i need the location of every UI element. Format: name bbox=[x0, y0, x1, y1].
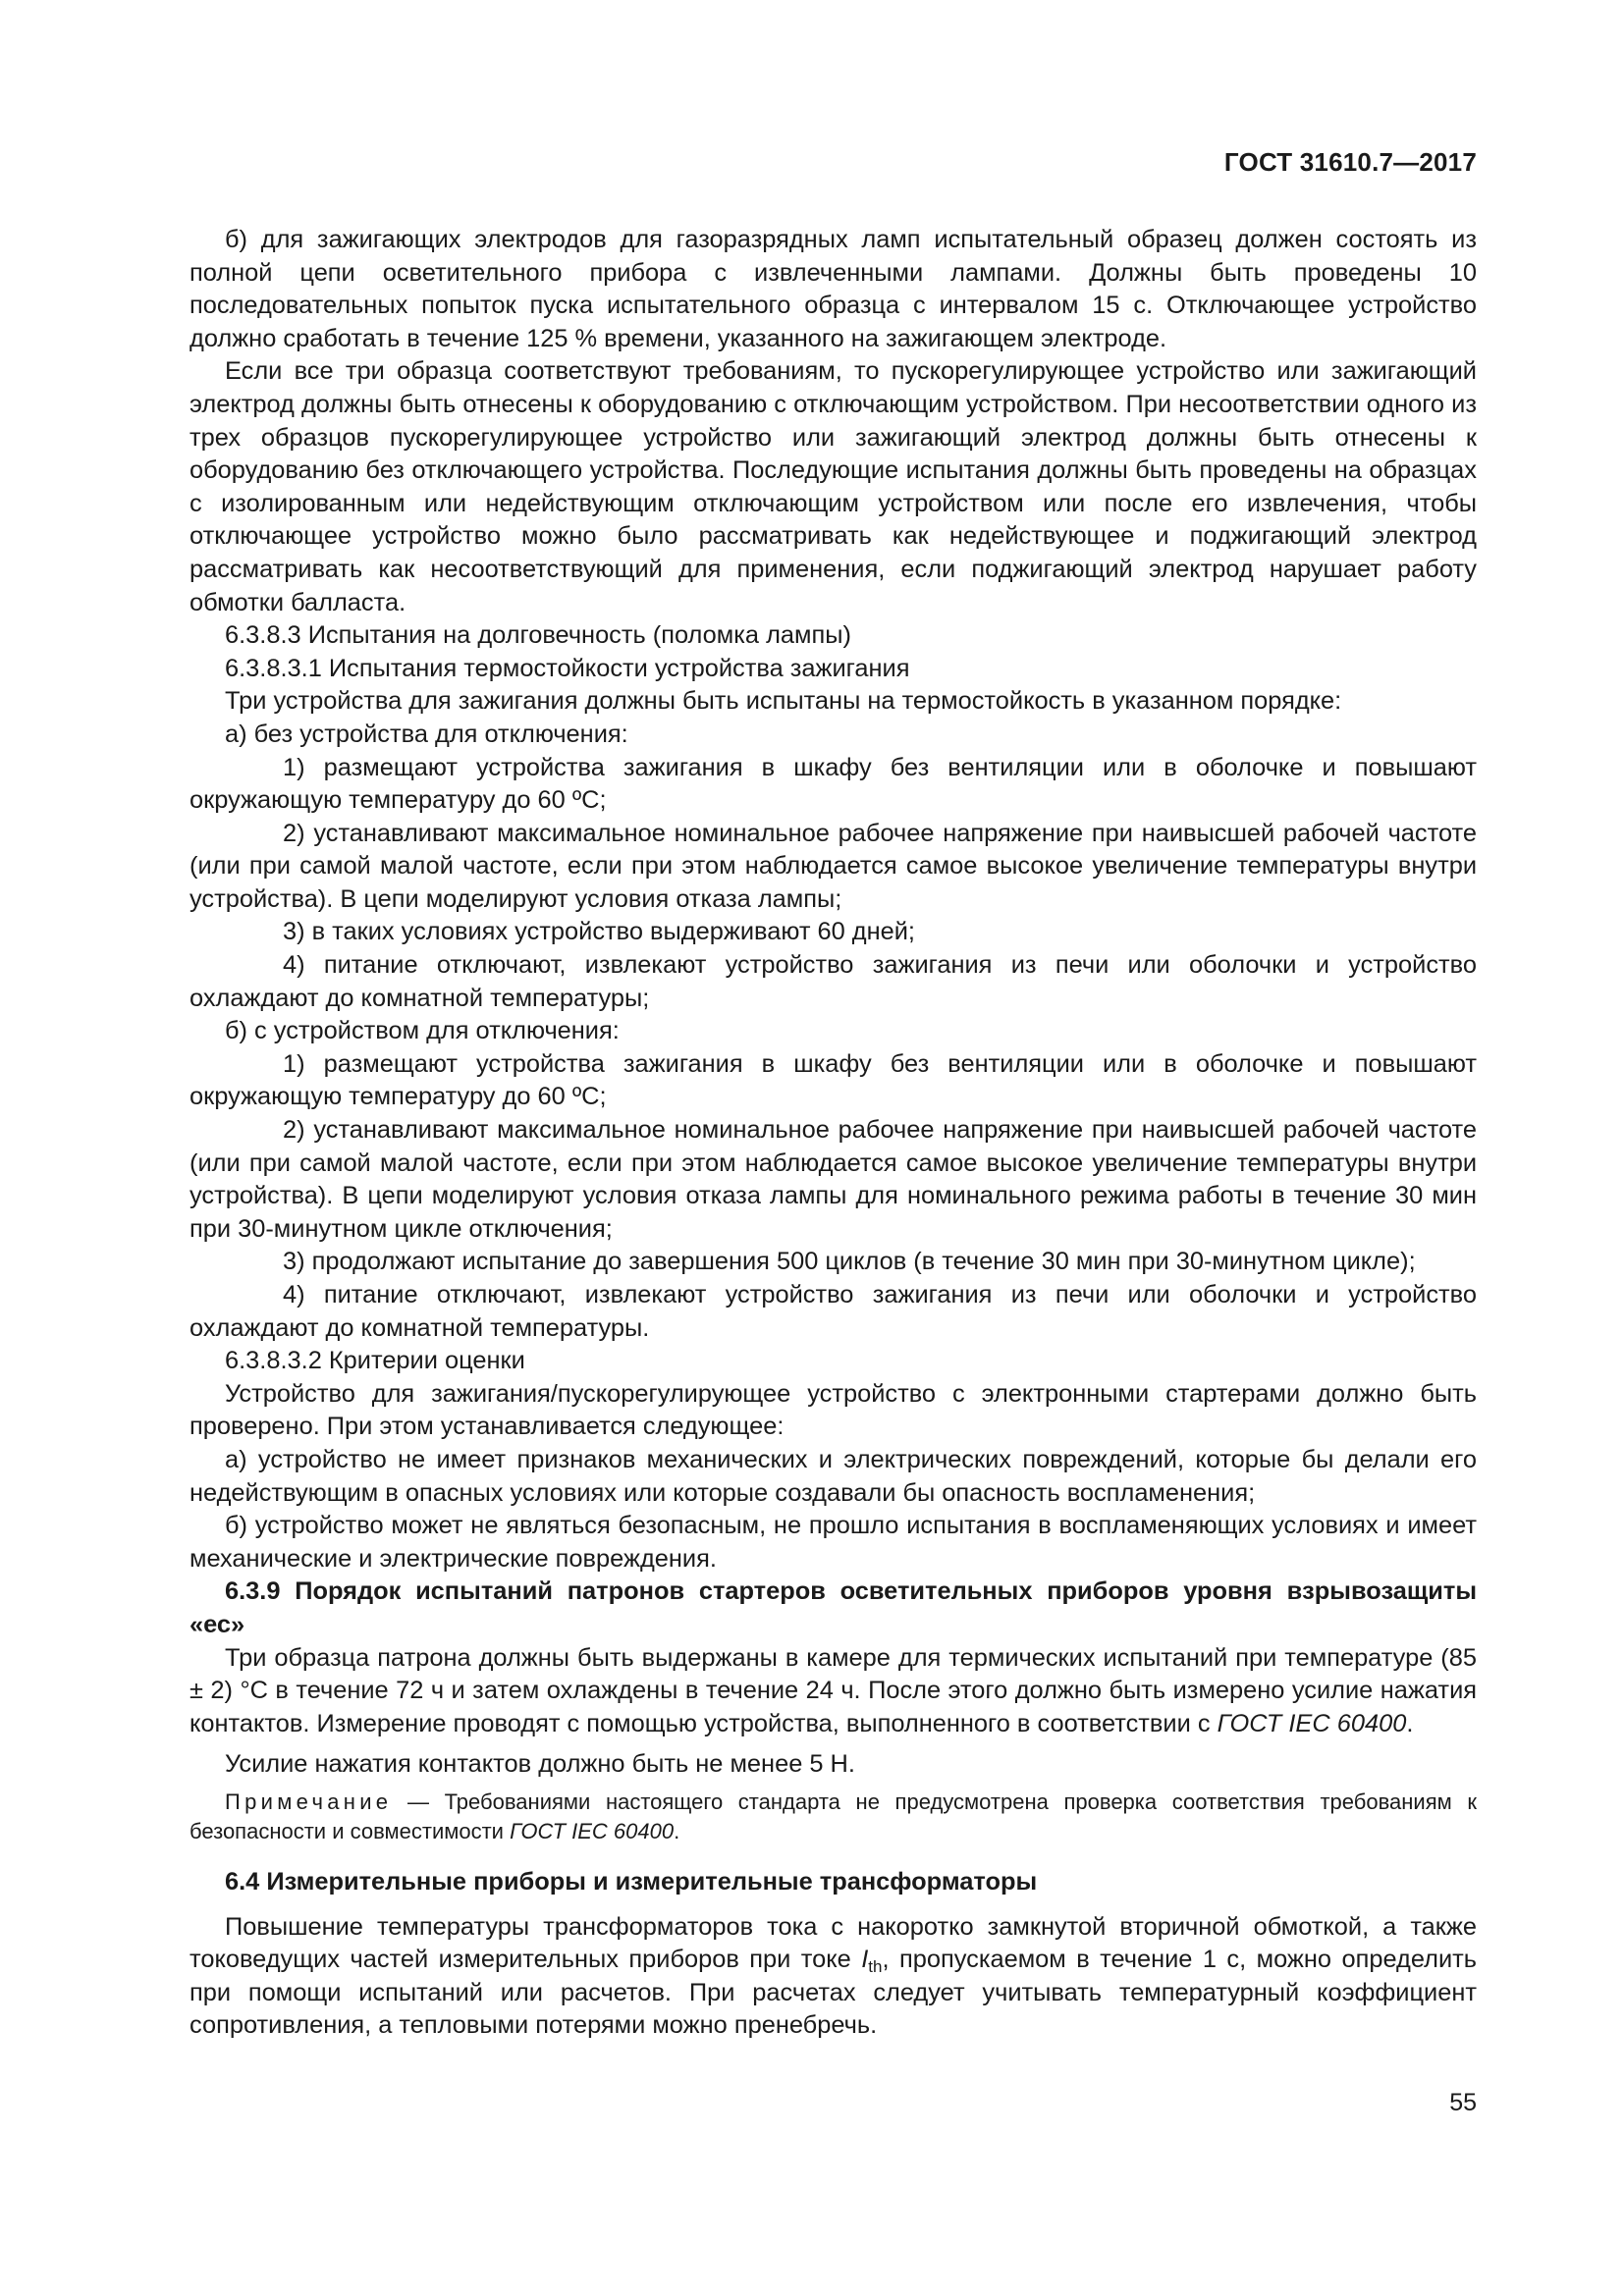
list-item: а) устройство не имеет признаков механических и электрических повреждений, которые бы делали его недействующим в опасных условиях или которые создавали бы опасность воспламенения; bbox=[189, 1445, 1477, 1507]
note bbox=[189, 1788, 1477, 1846]
list-item: 1) размещают устройства зажигания в шкафу без вентиляции или в оболочке и повышают окружающую температуру до 60 ºС; bbox=[189, 753, 1477, 815]
list-item: 3) продолжают испытание до завершения 500 циклов (в течение 30 мин при 30-минутном цикле); bbox=[283, 1248, 1416, 1276]
list-item: 2) устанавливают максимальное номинальное рабочее напряжение при наивысшей рабочей частоте (или при самой малой частоте, если при этом наблюдается самое высокое увеличение температуры внутри устройства). В цепи моделируют условия отказа лампы для номинального режима работы в течение 30 мин при 30-минутном цикле отключения; bbox=[189, 1116, 1477, 1243]
subsection-title: 6.3.8.3.2 Критерии оценки bbox=[225, 1347, 525, 1375]
paragraph: Три устройства для зажигания должны быть испытаны на термостойкость в указанном порядке: bbox=[225, 687, 1342, 716]
list-item: 3) в таких условиях устройство выдерживают 60 дней; bbox=[283, 918, 915, 946]
subsection-title: 6.3.8.3 Испытания на долговечность (поломка лампы) bbox=[225, 621, 851, 650]
note-reference: ГОСТ IEC 60400 bbox=[510, 1818, 675, 1843]
paragraph-end: . bbox=[1406, 1709, 1414, 1737]
current-symbol-subscript: th bbox=[868, 1957, 883, 1977]
section-heading-6-4: 6.4 Измерительные приборы и измерительные трансформаторы bbox=[225, 1867, 1038, 1896]
paragraph bbox=[189, 1911, 1477, 2043]
subsection-title: 6.3.8.3.1 Испытания термостойкости устройства зажигания bbox=[225, 654, 910, 682]
list-item: 2) устанавливают максимальное номинальное рабочее напряжение при наивысшей рабочей частоте (или при самой малой частоте, если при этом наблюдается самое высокое увеличение температуры внутри устройства). В цепи моделируют условия отказа лампы; bbox=[189, 819, 1477, 913]
note-end: . bbox=[674, 1818, 680, 1843]
document-body bbox=[189, 224, 1477, 2043]
list-item: а) без устройства для отключения: bbox=[225, 720, 628, 748]
paragraph-text: Повышение температуры трансформаторов тока с накоротко замкнутой вторичной обмоткой, а также токоведущих частей измерительных приборов при токе bbox=[189, 1912, 1477, 1974]
page-number: 55 bbox=[1449, 2089, 1477, 2116]
paragraph: б) для зажигающих электродов для газоразрядных ламп испытательный образец должен состоять из полной цепи осветительного прибора с извлеченными лампами. Должны быть проведены 10 последовательных попыток пуска испытательного образца с интервалом 15 с. Отключающее устройство должно сработать в течение 125 % времени, указанного на зажигающем электроде. bbox=[189, 226, 1477, 352]
paragraph-text-continued: , пропускаемом в течение 1 с, можно определить при помощи испытаний или расчетов. При расчетах следует учитывать температурный коэффициент сопротивления, а тепловыми потерями можно пренебречь. bbox=[189, 1946, 1477, 2040]
list-item: б) устройство может не являться безопасным, не прошло испытания в воспламеняющих условиях и имеет механические и электрические повреждения. bbox=[189, 1512, 1477, 1573]
document-header: ГОСТ 31610.7—2017 bbox=[1223, 147, 1477, 177]
current-symbol: I bbox=[861, 1946, 869, 1974]
note-text: — Требованиями настоящего стандарта не предусмотрена проверка соответствия требованиям к безопасности и совместимости bbox=[189, 1789, 1477, 1843]
note-label: Примечание bbox=[225, 1789, 393, 1814]
list-item: б) с устройством для отключения: bbox=[225, 1017, 620, 1045]
paragraph bbox=[189, 1642, 1477, 1741]
paragraph: Устройство для зажигания/пускорегулирующее устройство с электронными стартерами должно быть проверено. При этом устанавливается следующее: bbox=[189, 1379, 1477, 1441]
section-heading-6-3-9: 6.3.9 Порядок испытаний патронов стартеров осветительных приборов уровня взрывозащиты «ес» bbox=[189, 1577, 1477, 1638]
list-item: 1) размещают устройства зажигания в шкафу без вентиляции или в оболочке и повышают окружающую температуру до 60 ºС; bbox=[189, 1049, 1477, 1111]
list-item: 4) питание отключают, извлекают устройство зажигания из печи или оболочки и устройство охлаждают до комнатной температуры; bbox=[189, 951, 1477, 1012]
list-item: 4) питание отключают, извлекают устройство зажигания из печи или оболочки и устройство охлаждают до комнатной температуры. bbox=[189, 1281, 1477, 1342]
paragraph-text: Три образца патрона должны быть выдержаны в камере для термических испытаний при температуре (85 ± 2) °С в течение 72 ч и затем охлаждены в течение 24 ч. После этого должно быть измерено усилие нажатия контактов. Измерение проводят с помощью устройства, выполненного в соответствии с bbox=[189, 1643, 1477, 1737]
paragraph: Усилие нажатия контактов должно быть не менее 5 Н. bbox=[225, 1750, 855, 1779]
paragraph: Если все три образца соответствуют требованиям, то пускорегулирующее устройство или зажигающий электрод должны быть отнесены к оборудованию с отключающим устройством. При несоответствии одного из трех образцов пускорегулирующее устройство или зажигающий электрод должны быть отнесены к оборудованию без отключающего устройства. Последующие испытания должны быть проведены на образцах с изолированным или недействующим отключающим устройством или после его извлечения, чтобы отключающее устройство можно было рассматривать как недействующее и поджигающий электрод рассматривать как несоответствующий для применения, если поджигающий электрод нарушает работу обмотки балласта. bbox=[189, 357, 1477, 616]
standard-reference: ГОСТ IEC 60400 bbox=[1217, 1709, 1407, 1737]
